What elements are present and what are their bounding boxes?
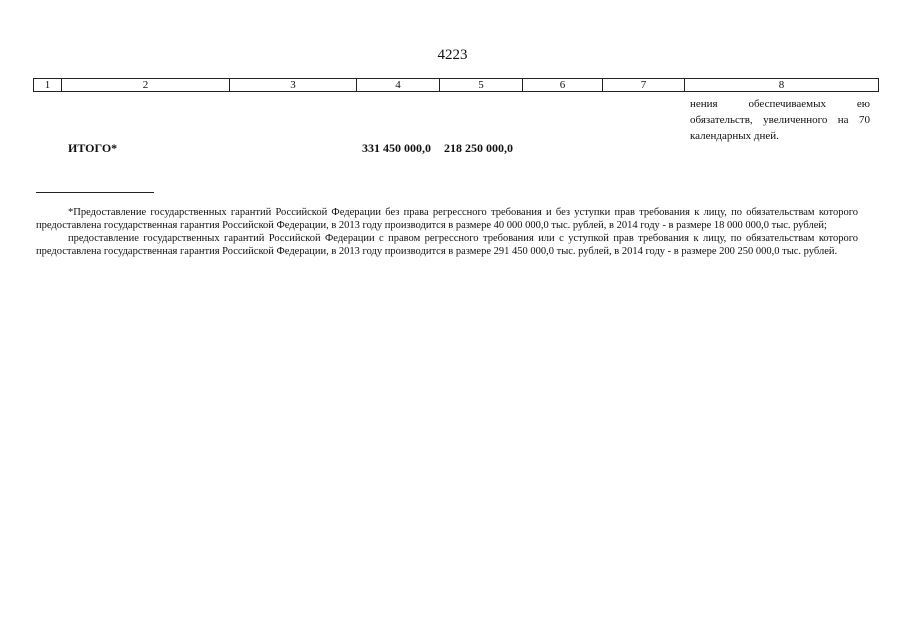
column-number-cell: 2 [62,79,230,92]
column-number-cell: 8 [685,79,879,92]
column-number-cell: 4 [357,79,440,92]
footnote [36,206,858,258]
column-number-header-row [33,78,879,92]
footnote-separator [36,192,154,193]
page-number: 4223 [437,47,468,63]
total-column-4-value: 331 450 000,0 [362,141,431,155]
footnote-paragraph: *Предоставление государственных гарантий Российской Федерации без права регрессного требования и без уступки прав требования к лицу, по обязательствам которого предоставлена государственная гарантия Российской Федерации, в 2013 году производится в размере 40 000 000,0 тыс. рублей, в 2014 году - в размере 18 000 000,0 тыс. рублей; [36,207,858,231]
column-number-cell: 5 [440,79,523,92]
column-number-cell: 3 [230,79,357,92]
column-number-cell: 6 [523,79,603,92]
column-number-cell: 7 [603,79,685,92]
column-8-continuation-text: нения обеспечиваемых ею обязательств, увеличенного на 70 календарных дней. [690,98,870,142]
total-label: ИТОГО* [68,141,118,155]
footnote-paragraph: предоставление государственных гарантий Российской Федерации с правом регрессного требования или с уступкой прав требования к лицу, по обязательствам которого предоставлена государственная гарантия Российской Федерации, в 2013 году производится в размере 291 450 000,0 тыс. рублей, в 2014 году - в размере 200 250 000,0 тыс. рублей. [36,233,858,257]
column-number-cell: 1 [34,79,62,92]
total-column-5-value: 218 250 000,0 [444,141,513,155]
